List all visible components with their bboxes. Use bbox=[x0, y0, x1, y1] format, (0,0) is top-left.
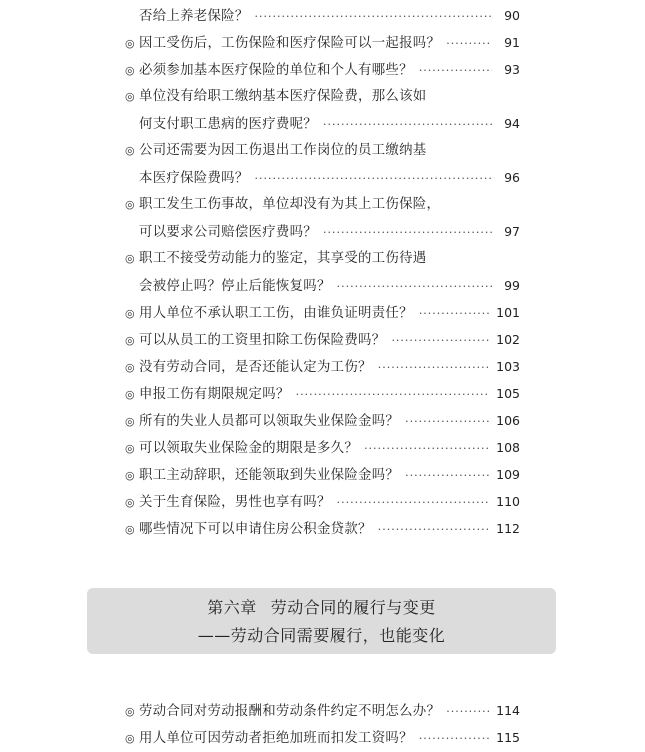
bullet-icon: ◎ bbox=[125, 469, 135, 482]
toc-entry[interactable] bbox=[125, 29, 520, 56]
toc-entry-line bbox=[125, 434, 520, 461]
dot-leader bbox=[255, 3, 492, 30]
toc-list-top bbox=[125, 2, 520, 542]
toc-entry[interactable] bbox=[125, 2, 520, 29]
chapter-number: 第六章 bbox=[207, 598, 257, 617]
dot-leader bbox=[419, 300, 490, 327]
toc-entry-text: 职工主动辞职，还能领取到失业保险金吗？ bbox=[139, 468, 400, 483]
bullet-icon: ◎ bbox=[125, 64, 135, 77]
dot-leader bbox=[378, 354, 490, 381]
toc-entry-text: 可以从员工的工资里扣除工伤保险费吗？ bbox=[139, 333, 386, 348]
page-number: 97 bbox=[504, 224, 520, 239]
toc-entry[interactable] bbox=[125, 245, 520, 299]
dot-leader bbox=[391, 327, 490, 354]
page-number: 99 bbox=[504, 278, 520, 293]
toc-entry-line bbox=[125, 29, 520, 56]
dot-leader bbox=[405, 408, 490, 435]
bullet-icon: ◎ bbox=[125, 198, 135, 211]
bullet-icon: ◎ bbox=[125, 361, 135, 374]
toc-entry-text: 会被停止吗？停止后能恢复吗？ bbox=[139, 279, 331, 294]
page-number: 109 bbox=[496, 467, 520, 482]
toc-entry-text: 职工发生工伤事故，单位却没有为其上工伤保险， bbox=[139, 197, 441, 212]
chapter-title bbox=[87, 597, 556, 619]
bullet-icon: ◎ bbox=[125, 307, 135, 320]
toc-entry-text: 公司还需要为因工伤退出工作岗位的员工缴纳基 bbox=[139, 143, 427, 158]
toc-entry-text: 本医疗保险费吗？ bbox=[139, 171, 249, 186]
page-number: 101 bbox=[496, 305, 520, 320]
toc-entry[interactable] bbox=[125, 191, 520, 245]
page-number: 93 bbox=[504, 62, 520, 77]
page-number: 106 bbox=[496, 413, 520, 428]
page-number: 115 bbox=[496, 730, 520, 745]
page-number: 110 bbox=[496, 494, 520, 509]
bullet-icon: ◎ bbox=[125, 523, 135, 536]
dot-leader bbox=[378, 516, 490, 543]
toc-entry-line bbox=[125, 83, 520, 110]
page-number: 112 bbox=[496, 521, 520, 536]
toc-entry[interactable] bbox=[125, 137, 520, 191]
bullet-icon: ◎ bbox=[125, 90, 135, 103]
toc-entry-line bbox=[125, 407, 520, 434]
dot-leader bbox=[255, 165, 492, 192]
dot-leader bbox=[323, 219, 492, 246]
toc-entry-text: 必须参加基本医疗保险的单位和个人有哪些？ bbox=[139, 63, 413, 78]
toc-entry-line bbox=[125, 2, 520, 29]
toc-entry-text: 用人单位可因劳动者拒绝加班而扣发工资吗？ bbox=[139, 731, 413, 746]
toc-entry-line bbox=[125, 697, 520, 724]
toc-entry-text: 因工受伤后，工伤保险和医疗保险可以一起报吗？ bbox=[139, 36, 441, 51]
toc-entry-line bbox=[125, 245, 520, 272]
toc-entry-line bbox=[125, 137, 520, 164]
toc-entry-text: 职工不接受劳动能力的鉴定，其享受的工伤待遇 bbox=[139, 251, 427, 266]
toc-entry-text: 所有的失业人员都可以领取失业保险金吗？ bbox=[139, 414, 400, 429]
dot-leader bbox=[337, 489, 490, 516]
page-number: 103 bbox=[496, 359, 520, 374]
toc-entry-text: 否给上养老保险？ bbox=[139, 9, 249, 24]
toc-entry-line bbox=[125, 380, 520, 407]
toc-entry-line bbox=[125, 488, 520, 515]
toc-entry-text: 用人单位不承认职工工伤，由谁负证明责任？ bbox=[139, 306, 413, 321]
toc-entry[interactable] bbox=[125, 326, 520, 353]
toc-entry-line bbox=[125, 353, 520, 380]
toc-entry-line bbox=[125, 326, 520, 353]
toc-entry[interactable] bbox=[125, 697, 520, 724]
toc-entry[interactable] bbox=[125, 488, 520, 515]
toc-entry-line bbox=[125, 724, 520, 751]
toc-entry-text: 关于生育保险，男性也享有吗？ bbox=[139, 495, 331, 510]
bullet-icon: ◎ bbox=[125, 415, 135, 428]
dot-leader bbox=[405, 462, 490, 489]
toc-entry-text: 何支付职工患病的医疗费呢？ bbox=[139, 117, 317, 132]
bullet-icon: ◎ bbox=[125, 496, 135, 509]
page-number: 96 bbox=[504, 170, 520, 185]
chapter-name: 劳动合同的履行与变更 bbox=[270, 598, 436, 617]
toc-entry-text: 可以要求公司赔偿医疗费吗？ bbox=[139, 225, 317, 240]
bullet-icon: ◎ bbox=[125, 334, 135, 347]
bullet-icon: ◎ bbox=[125, 144, 135, 157]
bullet-icon: ◎ bbox=[125, 732, 135, 745]
toc-entry[interactable] bbox=[125, 83, 520, 137]
toc-entry[interactable] bbox=[125, 56, 520, 83]
toc-entry[interactable] bbox=[125, 434, 520, 461]
toc-entry[interactable] bbox=[125, 724, 520, 751]
toc-entry-line bbox=[125, 272, 520, 299]
page-number: 105 bbox=[496, 386, 520, 401]
bullet-icon: ◎ bbox=[125, 37, 135, 50]
page-number: 108 bbox=[496, 440, 520, 455]
toc-entry[interactable] bbox=[125, 461, 520, 488]
dot-leader bbox=[446, 30, 492, 57]
page-number: 114 bbox=[496, 703, 520, 718]
dot-leader bbox=[446, 698, 490, 725]
toc-entry-line bbox=[125, 461, 520, 488]
toc-entry[interactable] bbox=[125, 407, 520, 434]
bullet-icon: ◎ bbox=[125, 252, 135, 265]
toc-entry-line bbox=[125, 110, 520, 137]
dot-leader bbox=[296, 381, 491, 408]
toc-entry[interactable] bbox=[125, 380, 520, 407]
toc-entry[interactable] bbox=[125, 515, 520, 542]
chapter-subtitle: ——劳动合同需要履行，也能变化 bbox=[197, 626, 446, 645]
toc-entry-line bbox=[125, 164, 520, 191]
chapter-heading-box bbox=[87, 588, 556, 654]
dot-leader bbox=[364, 435, 490, 462]
toc-list-bottom bbox=[125, 697, 520, 751]
bullet-icon: ◎ bbox=[125, 442, 135, 455]
dot-leader bbox=[419, 725, 490, 752]
toc-entry-text: 可以领取失业保险金的期限是多久？ bbox=[139, 441, 359, 456]
page-number: 102 bbox=[496, 332, 520, 347]
toc-entry-line bbox=[125, 191, 520, 218]
dot-leader bbox=[337, 273, 492, 300]
page-number: 90 bbox=[504, 8, 520, 23]
toc-entry-line bbox=[125, 515, 520, 542]
toc-entry-line bbox=[125, 56, 520, 83]
toc-entry[interactable] bbox=[125, 299, 520, 326]
toc-entry-text: 单位没有给职工缴纳基本医疗保险费，那么该如 bbox=[139, 89, 427, 104]
toc-entry-text: 没有劳动合同，是否还能认定为工伤？ bbox=[139, 360, 372, 375]
toc-entry-text: 劳动合同对劳动报酬和劳动条件约定不明怎么办？ bbox=[139, 704, 441, 719]
page-number: 94 bbox=[504, 116, 520, 131]
bullet-icon: ◎ bbox=[125, 705, 135, 718]
dot-leader bbox=[419, 57, 492, 84]
toc-entry[interactable] bbox=[125, 353, 520, 380]
toc-entry-line bbox=[125, 299, 520, 326]
page-number: 91 bbox=[504, 35, 520, 50]
dot-leader bbox=[323, 111, 492, 138]
toc-entry-text: 哪些情况下可以申请住房公积金贷款？ bbox=[139, 522, 372, 537]
bullet-icon: ◎ bbox=[125, 388, 135, 401]
toc-entry-line bbox=[125, 218, 520, 245]
toc-entry-text: 申报工伤有期限规定吗？ bbox=[139, 387, 290, 402]
